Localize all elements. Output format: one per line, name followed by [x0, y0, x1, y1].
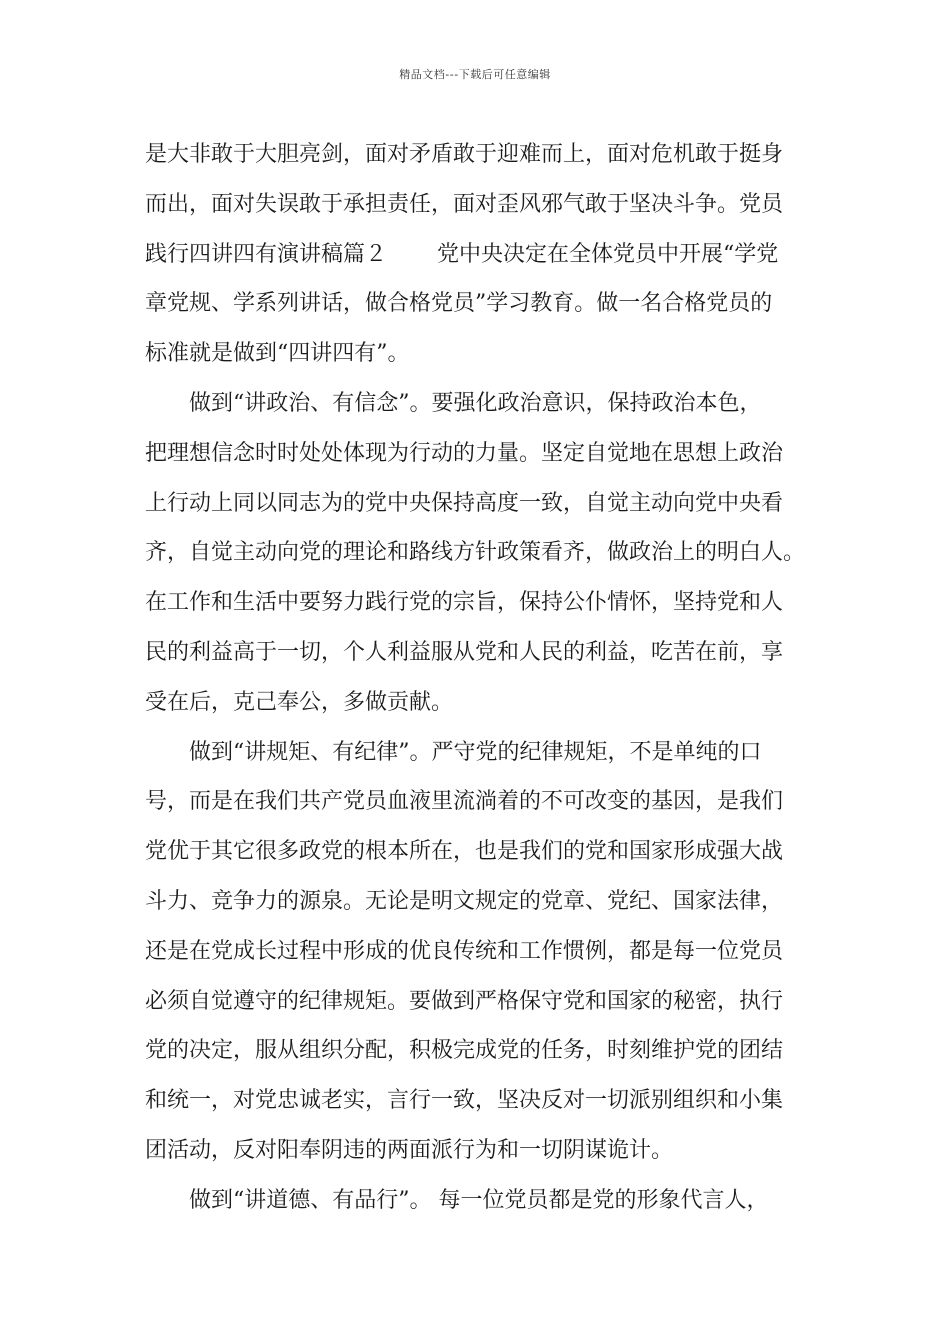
text-line	[145, 927, 835, 977]
text-line	[145, 877, 835, 927]
page-header: 精品文档---下载后可任意编辑	[399, 68, 551, 81]
text-line	[145, 329, 835, 379]
text-line-content: 上行动上同以同志为的党中央保持高度一致，自觉主动向党中央看	[145, 490, 784, 516]
text-line	[145, 578, 835, 628]
text-line	[145, 678, 835, 728]
text-line-content: 章党规、学系列讲话，做合格党员”学习教育。做一名合格党员的	[145, 291, 773, 317]
text-line	[145, 528, 835, 578]
text-line	[145, 130, 835, 180]
text-line-content: 团活动，反对阳奉阴违的两面派行为和一切阴谋诡计。	[145, 1137, 674, 1163]
text-line-content: 受在后，克己奉公，多做贡献。	[145, 689, 454, 715]
text-line-content: 做到“讲规矩、有纪律”。严守党的纪律规矩，不是单纯的口	[189, 739, 762, 765]
text-line-content: 践行四讲四有演讲稿篇２	[145, 241, 388, 267]
text-line	[145, 827, 835, 877]
text-line	[145, 279, 835, 329]
text-line-content: 是大非敢于大胆亮剑，面对矛盾敢于迎难而上，面对危机敢于挺身	[145, 142, 784, 167]
text-line-content: 做到“讲政治、有信念”。要强化政治意识，保持政治本色，	[189, 390, 762, 416]
text-line	[145, 1126, 835, 1176]
text-line	[145, 1076, 835, 1126]
text-line-content: 还是在党成长过程中形成的优良传统和工作惯例，都是每一位党员	[145, 938, 784, 964]
text-line	[145, 728, 835, 778]
text-line-content: 民的利益高于一切，个人利益服从党和人民的利益，吃苦在前，享	[145, 639, 784, 665]
text-line	[145, 777, 835, 827]
text-line-content: 斗力、竞争力的源泉。无论是明文规定的党章、党纪、国家法律，	[145, 888, 784, 914]
text-line	[145, 180, 835, 230]
text-line	[145, 379, 835, 429]
text-line	[145, 628, 835, 678]
text-line	[145, 1176, 835, 1226]
text-line-content: 号，而是在我们共产党员血液里流淌着的不可改变的基因，是我们	[145, 789, 784, 815]
text-line-content: 必须自觉遵守的纪律规矩。要做到严格保守党和国家的秘密，执行	[145, 988, 784, 1014]
text-line-tail: 党中央决定在全体党员中开展“学党	[437, 241, 779, 267]
text-line	[145, 429, 835, 479]
text-line-content: 齐，自觉主动向党的理论和路线方针政策看齐，做政治上的明白人。	[145, 540, 806, 566]
text-line-content: 做到“讲道德、有品行”。 每一位党员都是党的形象代言人，	[189, 1187, 769, 1213]
text-line	[145, 1026, 835, 1076]
text-line	[145, 230, 835, 280]
document-body	[145, 130, 835, 1226]
text-line	[145, 479, 835, 529]
text-line	[145, 977, 835, 1027]
text-line-content: 而出，面对失误敢于承担责任，面对歪风邪气敢于坚决斗争。党员	[145, 191, 784, 217]
text-line-content: 和统一，对党忠诚老实，言行一致，坚决反对一切派别组织和小集	[145, 1088, 784, 1114]
text-line-content: 标准就是做到“四讲四有”。	[145, 341, 410, 367]
text-line-content: 在工作和生活中要努力践行党的宗旨，保持公仆情怀，坚持党和人	[145, 590, 784, 616]
text-line-content: 把理想信念时时处处体现为行动的力量。坚定自觉地在思想上政治	[145, 440, 784, 466]
text-line-content: 党的决定，服从组织分配，积极完成党的任务，时刻维护党的团结	[145, 1038, 784, 1064]
text-line-content: 党优于其它很多政党的根本所在，也是我们的党和国家形成强大战	[145, 839, 784, 865]
